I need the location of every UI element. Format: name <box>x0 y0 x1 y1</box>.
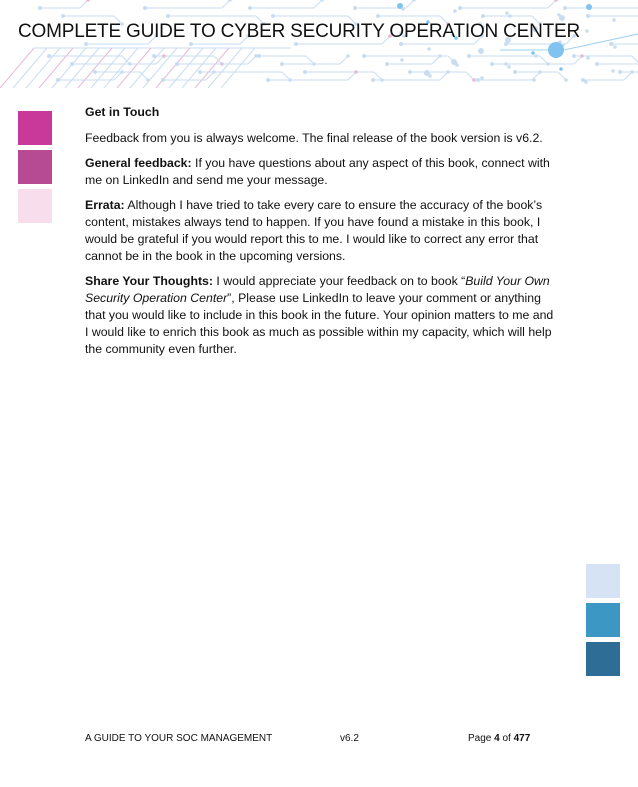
pink-dark-square <box>18 111 52 145</box>
general-feedback-label: General feedback: <box>85 156 192 170</box>
page-current: 4 <box>494 733 500 744</box>
footer-version: v6.2 <box>340 733 359 744</box>
pink-light-square <box>18 189 52 223</box>
book-title: Build Your Own Security Operation Center <box>85 274 550 305</box>
header-banner <box>0 0 638 88</box>
pink-mid-square <box>18 150 52 184</box>
page-total: 477 <box>513 733 531 744</box>
general-feedback-paragraph <box>85 155 555 189</box>
footer-page-number <box>468 733 530 744</box>
errata-label: Errata: <box>85 198 125 212</box>
errata-text: Although I have tried to take every care to ensure the accuracy of the book’s content, mistakes always tend to happen. If you have found a mistake in this book, I would be grateful if you would report this to me. I would like to correct any error that cannot be in the book in the upcoming versions. <box>85 198 543 263</box>
blue-dark-square <box>586 642 620 676</box>
share-thoughts-post: ”, Please use LinkedIn to leave your comment or anything that you would like to include in this book in the future. Your opinion matters to me and I would like to enrich this book as much as possible within my capacity, which will help the community even further. <box>85 291 554 356</box>
section-heading: Get in Touch <box>85 105 160 119</box>
blue-light-square <box>586 564 620 598</box>
footer-left: A GUIDE TO YOUR SOC MANAGEMENT <box>85 733 273 744</box>
page-content <box>85 104 555 366</box>
page-prefix: Page <box>468 733 495 744</box>
general-feedback-text: If you have questions about any aspect of this book, connect with me on LinkedIn and send me your message. <box>85 156 550 187</box>
errata-paragraph <box>85 197 555 265</box>
page-of: of <box>499 733 514 744</box>
share-thoughts-paragraph <box>85 273 555 358</box>
blue-mid-square <box>586 603 620 637</box>
intro-paragraph: Feedback from you is always welcome. The final release of the book version is v6.2. <box>85 131 543 145</box>
circuit-board-pattern-icon <box>0 0 638 88</box>
share-thoughts-pre: I would appreciate your feedback on to book “ <box>212 274 466 288</box>
share-thoughts-label: Share Your Thoughts: <box>85 274 213 288</box>
document-title: COMPLETE GUIDE TO CYBER SECURITY OPERATION CENTER <box>18 21 581 42</box>
